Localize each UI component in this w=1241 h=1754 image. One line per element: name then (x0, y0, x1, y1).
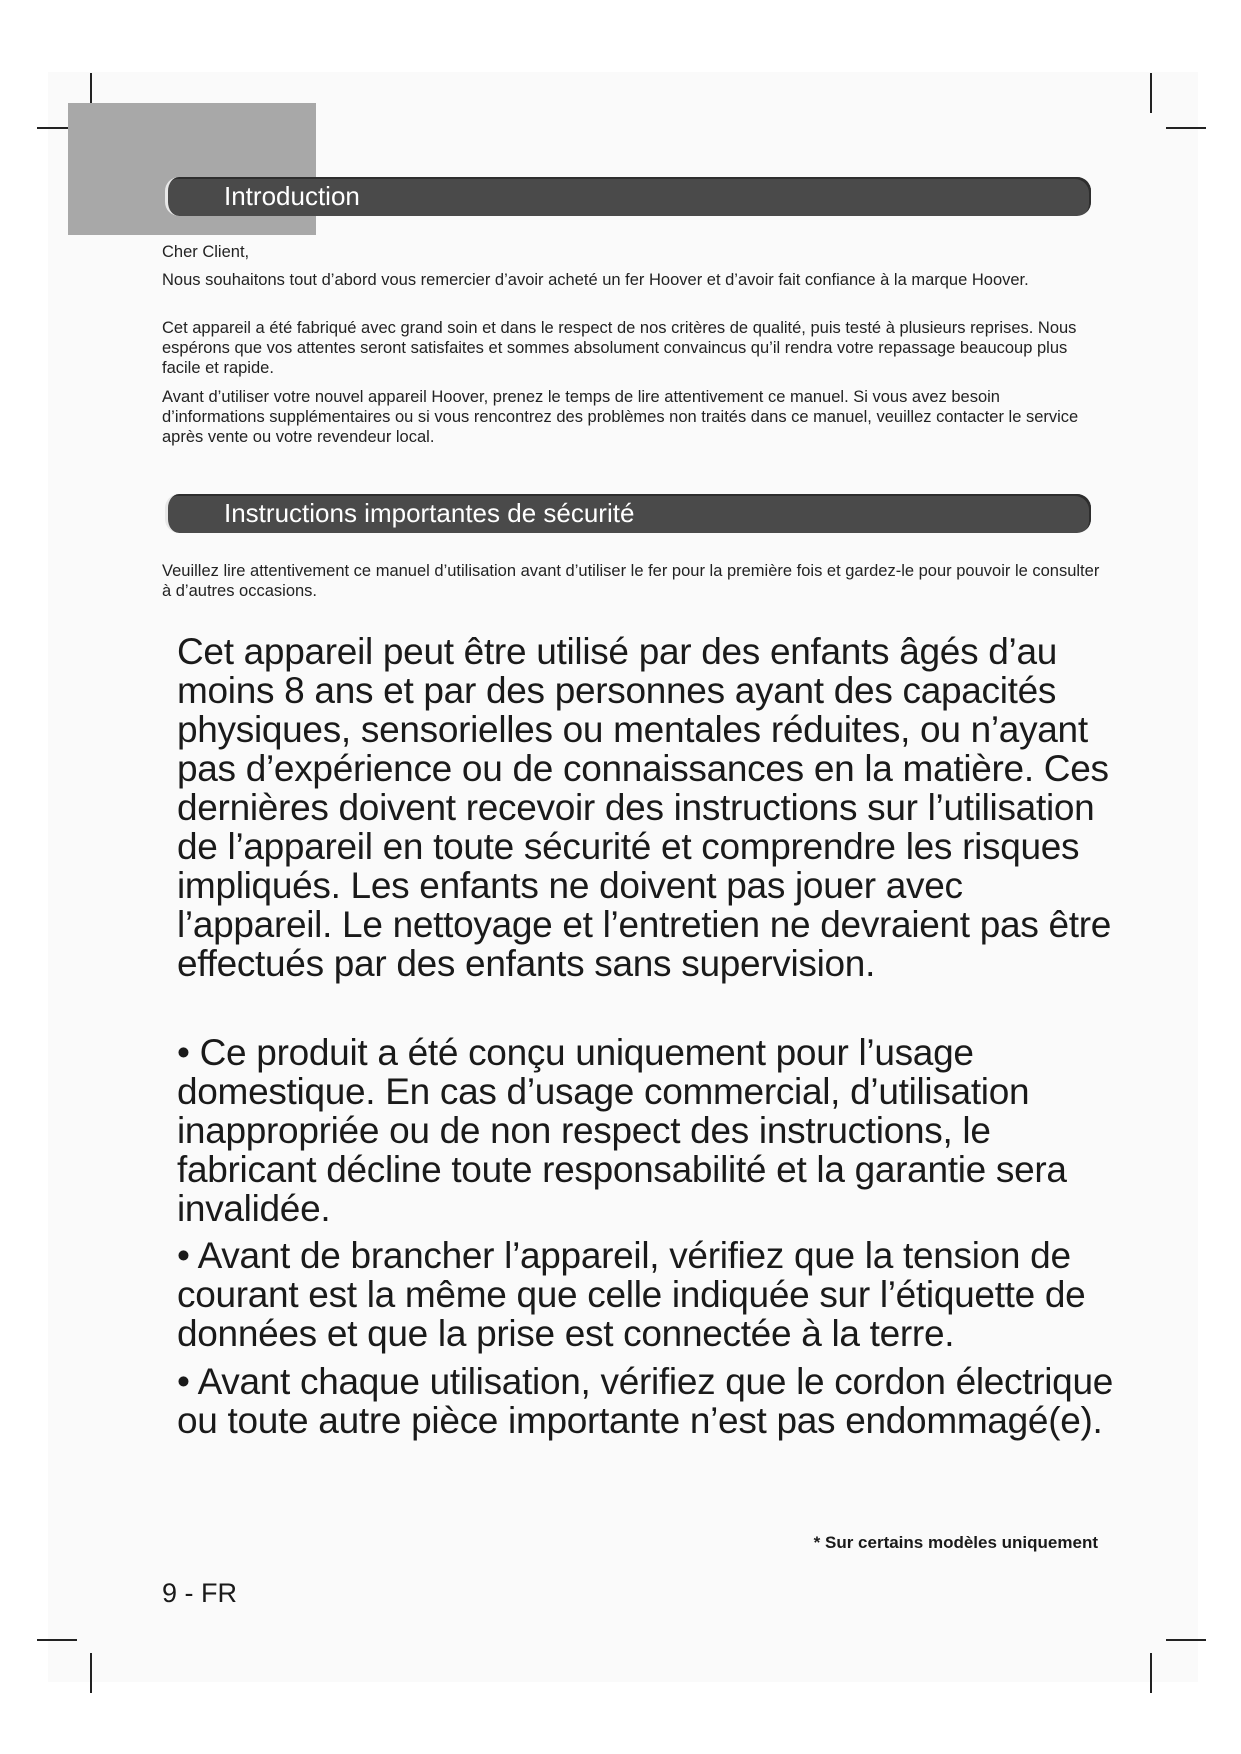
salutation: Cher Client, (162, 243, 250, 261)
safety-lead: Veuillez lire attentivement ce manuel d’utilisation avant d’utiliser le fer pour la première fois et gardez-le pour pouvoir le consulter à d’autres occasions. (162, 562, 1100, 600)
intro-paragraph-3: Avant d’utiliser votre nouvel appareil Hoover, prenez le temps de lire attentivement ce manuel. Si vous avez besoin d’informations supplémentaires ou si vous rencontrez des problèmes non traités dans ce manuel, veuillez contacter le service après vente ou votre revendeur local. (162, 388, 1079, 446)
intro-heading: Introduction (165, 177, 1091, 216)
page-number: 9 - FR (162, 1578, 238, 1608)
safety-bullet-3: • Avant chaque utilisation, vérifiez que le cordon électrique ou toute autre pièce importante n’est pas endommagé(e). (177, 1361, 1114, 1441)
intro-paragraph-2: Cet appareil a été fabriqué avec grand soin et dans le respect de nos critères de qualité, puis testé à plusieurs reprises. Nous espérons que vos attentes seront satisfaites et sommes absolument convaincus qu’il rendra votre repassage beaucoup plus facile et rapide. (162, 319, 1077, 377)
crop-mark (1150, 1653, 1152, 1693)
safety-heading: Instructions importantes de sécurité (165, 494, 1091, 533)
intro-paragraph-1: Nous souhaitons tout d’abord vous remercier d’avoir acheté un fer Hoover et d’avoir fait confiance à la marque Hoover. (162, 271, 1029, 289)
crop-mark (90, 1653, 92, 1693)
safety-bullet-2: • Avant de brancher l’appareil, vérifiez que la tension de courant est la même que celle indiquée sur l’étiquette de données et que la prise est connectée à la terre. (177, 1235, 1086, 1354)
crop-mark (1166, 127, 1206, 129)
models-footnote: * Sur certains modèles uniquement (813, 1533, 1098, 1552)
safety-bullet-1: • Ce produit a été conçu uniquement pour l’usage domestique. En cas d’usage commercial, d’utilisation inappropriée ou de non respect des instructions, le fabricant décline toute responsabilité et la garantie sera invalidée. (177, 1032, 1067, 1229)
crop-mark (1166, 1639, 1206, 1641)
crop-mark (37, 1639, 77, 1641)
safety-warning: Cet appareil peut être utilisé par des enfants âgés d’au moins 8 ans et par des personnes ayant des capacités physiques, sensorielles ou mentales réduites, ou n’ayant pas d’expérience ou de connaissances en la matière. Ces dernières doivent recevoir des instructions sur l’utilisation de l’appareil en toute sécurité et comprendre les risques impliqués. Les enfants ne doivent pas jouer avec l’appareil. Le nettoyage et l’entretien ne devraient pas être effectués par des enfants sans supervision. (177, 631, 1112, 984)
crop-mark (1150, 73, 1152, 113)
